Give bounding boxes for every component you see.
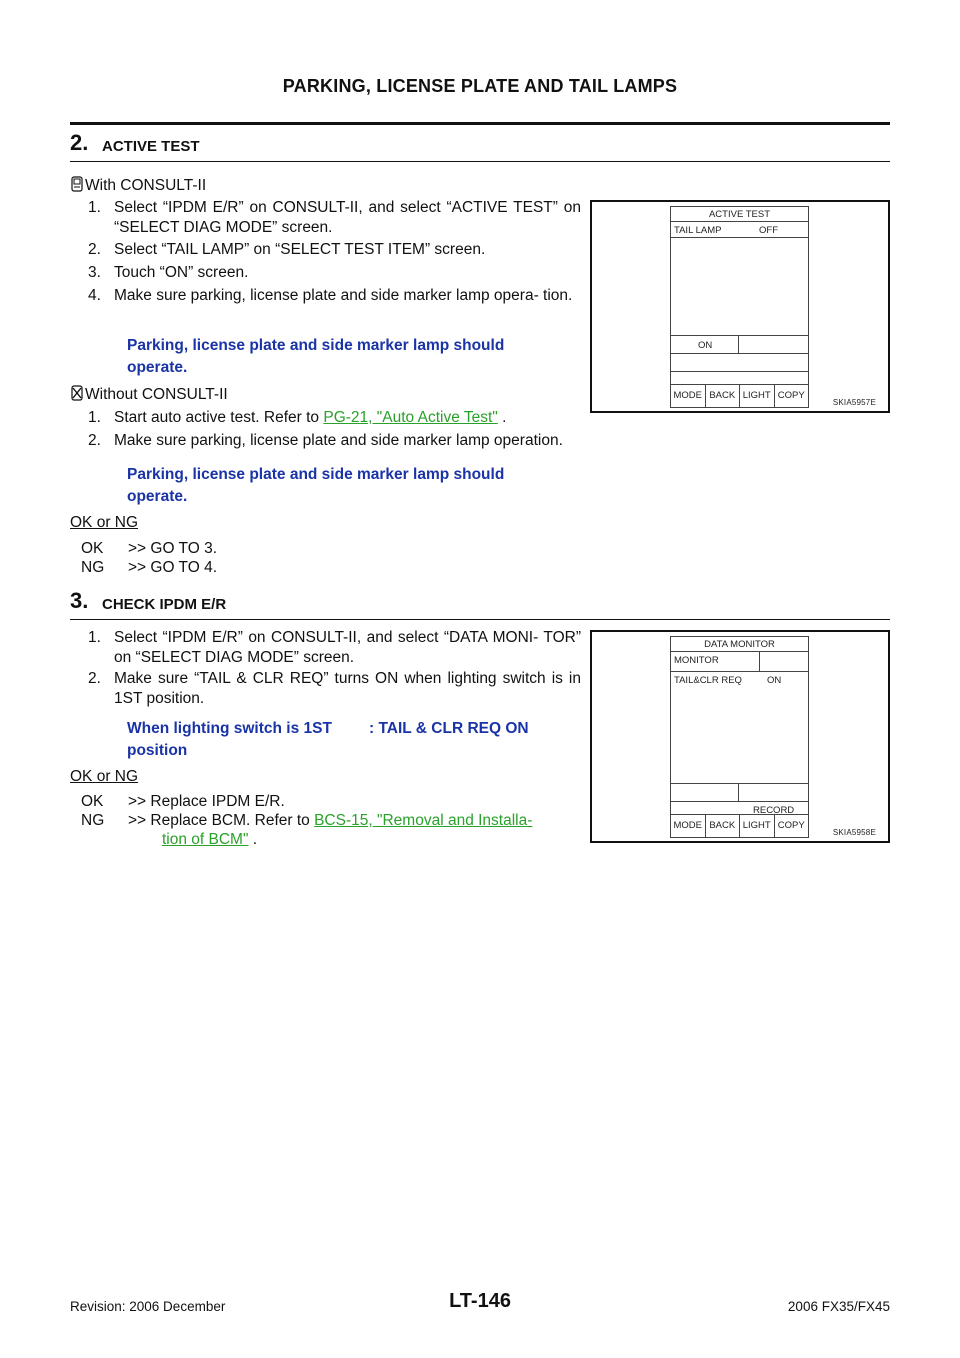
footer-revision: Revision: 2006 December [70,1299,226,1314]
step-rule [70,619,890,620]
on-button: ON [698,340,713,351]
consult-screen [670,636,809,838]
step-rule [70,161,890,162]
record-button: RECORD [753,805,795,816]
no-tester-icon [70,385,84,401]
expected-result: Parking, license plate and side marker lamp should operate. [127,337,505,376]
page-title: PARKING, LICENSE PLATE AND TAIL LAMPS [282,76,678,96]
ref-link-bcs-15-cont[interactable]: tion of BCM" [162,831,249,848]
ref-link-bcs-15[interactable]: BCS-15, "Removal and Installa- [314,812,533,829]
screen-value: OFF [759,225,778,236]
back-button: BACK [705,815,740,837]
consult-tester-icon [70,176,84,192]
mode-button: MODE [673,820,702,831]
with-consult-label: With CONSULT-II [70,176,206,196]
step-title: ACTIVE TEST [102,138,200,155]
screen-button-row [671,384,808,407]
copy-button: COPY [774,385,809,407]
ok-or-ng-label: OK or NG [70,514,139,531]
data-monitor-figure [590,630,890,843]
screen-item: TAIL&CLR REQ [674,675,742,686]
list-item: 4. Make sure parking, license plate and side marker lamp opera- tion. [88,287,573,304]
condition-value: : TAIL & CLR REQ ON [369,720,529,737]
light-button: LIGHT [739,385,774,407]
ref-link-pg-21[interactable]: PG-21, "Auto Active Test" [323,409,498,426]
light-button: LIGHT [739,815,774,837]
list-item: 2. Make sure parking, license plate and side marker lamp operation. [88,432,563,449]
list-item: 1. Select “IPDM E/R” on CONSULT-II, and select “DATA MONI- TOR” on “SELECT DIAG MODE” screen. [88,629,581,666]
step-number: 3. [70,588,89,613]
back-button: BACK [705,385,740,407]
step-3-heading [70,590,890,620]
step-2-heading [70,132,890,162]
screen-title: DATA MONITOR [704,639,775,650]
list-item: 2. Make sure “TAIL & CLR REQ” turns ON when lighting switch is in 1ST position. [88,670,581,707]
copy-button: COPY [774,815,809,837]
header-rule [70,122,890,125]
list-item: 2. Select “TAIL LAMP” on “SELECT TEST ITEM” screen. [88,241,486,258]
page-number: LT-146 [449,1290,511,1312]
active-test-figure [590,200,890,413]
list-item: 1. Select “IPDM E/R” on CONSULT-II, and select “ACTIVE TEST” on “SELECT DIAG MODE” screen. [88,199,581,236]
without-consult-label: Without CONSULT-II [70,385,228,405]
list-item: 1. Start auto active test. Refer to PG-21, "Auto Active Test" . [88,409,507,426]
screen-title: ACTIVE TEST [708,209,771,220]
step-number: 2. [70,130,89,155]
expected-result: Parking, license plate and side marker lamp should operate. [127,466,505,505]
figure-code: SKIA5958E [832,828,876,837]
screen-value: ON [767,675,782,686]
condition-label: When lighting switch is 1ST position [127,720,332,759]
screen-monitor-label: MONITOR [674,655,719,666]
consult-screen [670,206,809,408]
list-item: 3. Touch “ON” screen. [88,264,249,281]
footer-model: 2006 FX35/FX45 [787,1299,890,1314]
screen-item: TAIL LAMP [674,225,722,236]
ok-or-ng-label: OK or NG [70,768,139,785]
step-title: CHECK IPDM E/R [102,596,227,613]
mode-button: MODE [673,390,702,401]
screen-button-row [671,814,808,837]
result-ng-continued: tion of BCM" . [162,831,258,848]
figure-code: SKIA5957E [832,398,876,407]
